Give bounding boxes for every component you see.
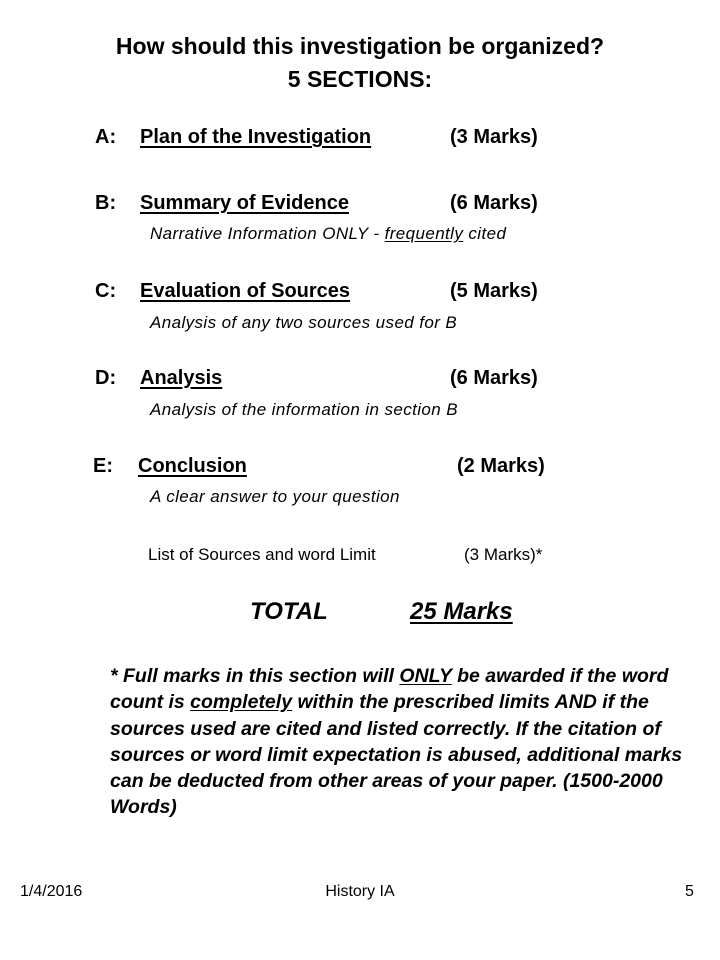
section-name: Conclusion (138, 455, 247, 477)
section-e-description: A clear answer to your question (150, 487, 400, 506)
section-marks: (6 Marks) (450, 192, 538, 214)
sources-marks: (3 Marks)* (464, 545, 543, 564)
footer-page-number: 5 (685, 883, 694, 900)
section-letter: D: (95, 367, 117, 389)
section-letter: E: (93, 455, 113, 477)
desc-text: cited (463, 224, 507, 243)
total-value: 25 Marks (410, 598, 513, 625)
note-text: within the prescribed limits AND if the sources used are cited and listed correctly. If the citation of sources or word limit expectation is abused, additional marks can be deducted from other areas of your paper. (1500-2000 Words) (110, 691, 683, 819)
section-name: Summary of Evidence (140, 192, 349, 214)
total-label: TOTAL (250, 598, 328, 625)
section-name: Evaluation of Sources (140, 280, 351, 302)
note-text: * Full marks in this section will (110, 665, 400, 687)
section-b-description (150, 224, 506, 244)
section-letter: C: (95, 280, 117, 302)
section-name: Plan of the Investigation (140, 126, 372, 148)
section-marks: (5 Marks) (450, 280, 538, 302)
section-marks: (2 Marks) (457, 455, 545, 477)
slide-title: How should this investigation be organized? (115, 33, 605, 59)
section-letter: A: (95, 126, 117, 148)
section-name: Analysis (140, 367, 223, 389)
section-d-description: Analysis of the information in section B (150, 400, 458, 419)
note-emphasis: completely (190, 691, 293, 714)
note-text: be awarded if the word count is (110, 665, 669, 714)
footer-date: 1/4/2016 (20, 883, 83, 900)
footer-title: History IA (325, 883, 395, 900)
note-emphasis: ONLY (399, 665, 452, 687)
sources-line (148, 545, 543, 565)
section-c-description: Analysis of any two sources used for B (150, 313, 458, 332)
section-marks: (6 Marks) (450, 367, 538, 389)
slide-subtitle: 5 SECTIONS: (287, 66, 433, 92)
footnote-paragraph (110, 663, 700, 821)
desc-emphasis: frequently (384, 224, 464, 243)
section-marks: (3 Marks) (450, 126, 538, 148)
section-letter: B: (95, 192, 117, 214)
desc-text: Narrative Information ONLY - (150, 224, 385, 243)
sources-label: List of Sources and word Limit (148, 545, 376, 564)
